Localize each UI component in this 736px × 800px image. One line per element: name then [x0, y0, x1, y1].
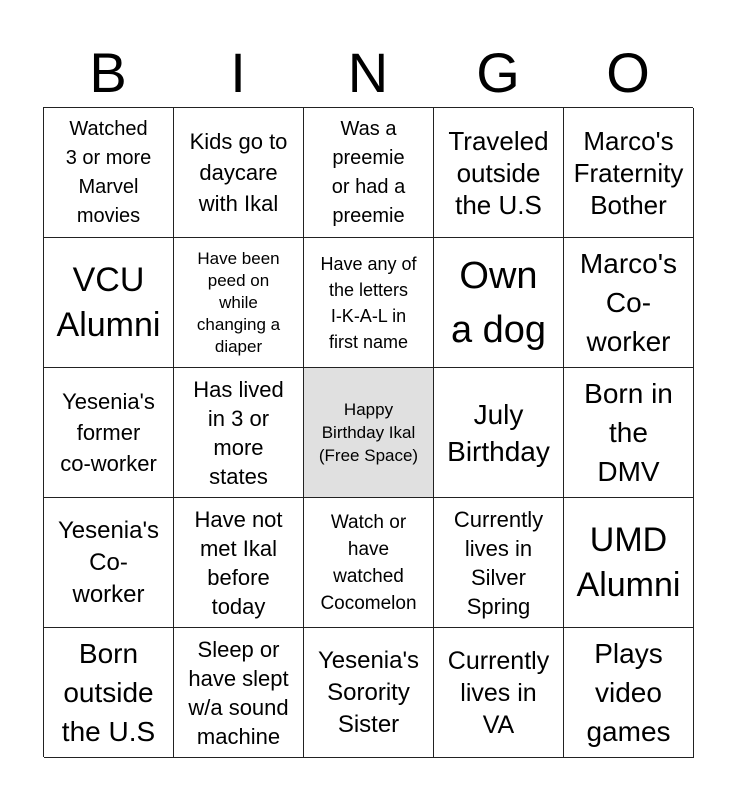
bingo-cell[interactable]: Born in the DMV — [564, 368, 694, 498]
bingo-cell[interactable]: Have been peed on while changing a diaper — [174, 238, 304, 368]
bingo-cell[interactable]: Born outside the U.S — [44, 628, 174, 758]
bingo-header — [43, 38, 693, 108]
bingo-board — [43, 107, 693, 757]
header-letter-o: O — [606, 41, 650, 104]
bingo-cell[interactable]: Traveled outside the U.S — [434, 108, 564, 238]
bingo-cell[interactable]: Sleep or have slept w/a sound machine — [174, 628, 304, 758]
bingo-cell[interactable]: Currently lives in VA — [434, 628, 564, 758]
header-letter-b: B — [89, 41, 127, 104]
bingo-cell[interactable]: Currently lives in Silver Spring — [434, 498, 564, 628]
bingo-cell[interactable]: Own a dog — [434, 238, 564, 368]
free-space-cell[interactable]: Happy Birthday Ikal (Free Space) — [304, 368, 434, 498]
bingo-cell[interactable]: Has lived in 3 or more states — [174, 368, 304, 498]
bingo-cell[interactable]: Yesenia's Co- worker — [44, 498, 174, 628]
bingo-cell[interactable]: Yesenia's former co-worker — [44, 368, 174, 498]
bingo-cell[interactable]: Plays video games — [564, 628, 694, 758]
bingo-cell[interactable]: Have any of the letters I-K-A-L in first name — [304, 238, 434, 368]
bingo-cell[interactable]: UMD Alumni — [564, 498, 694, 628]
bingo-cell[interactable]: Marco's Co- worker — [564, 238, 694, 368]
bingo-cell[interactable]: VCU Alumni — [44, 238, 174, 368]
bingo-cell[interactable]: Watch or have watched Cocomelon — [304, 498, 434, 628]
header-letter-i: I — [230, 41, 246, 104]
bingo-cell[interactable]: Yesenia's Sorority Sister — [304, 628, 434, 758]
bingo-cell[interactable]: July Birthday — [434, 368, 564, 498]
bingo-cell[interactable]: Was a preemie or had a preemie — [304, 108, 434, 238]
bingo-cell[interactable]: Watched 3 or more Marvel movies — [44, 108, 174, 238]
bingo-cell[interactable]: Marco's Fraternity Bother — [564, 108, 694, 238]
header-letter-n: N — [347, 41, 389, 104]
header-letter-g: G — [476, 41, 520, 104]
bingo-cell[interactable]: Kids go to daycare with Ikal — [174, 108, 304, 238]
bingo-cell[interactable]: Have not met Ikal before today — [174, 498, 304, 628]
